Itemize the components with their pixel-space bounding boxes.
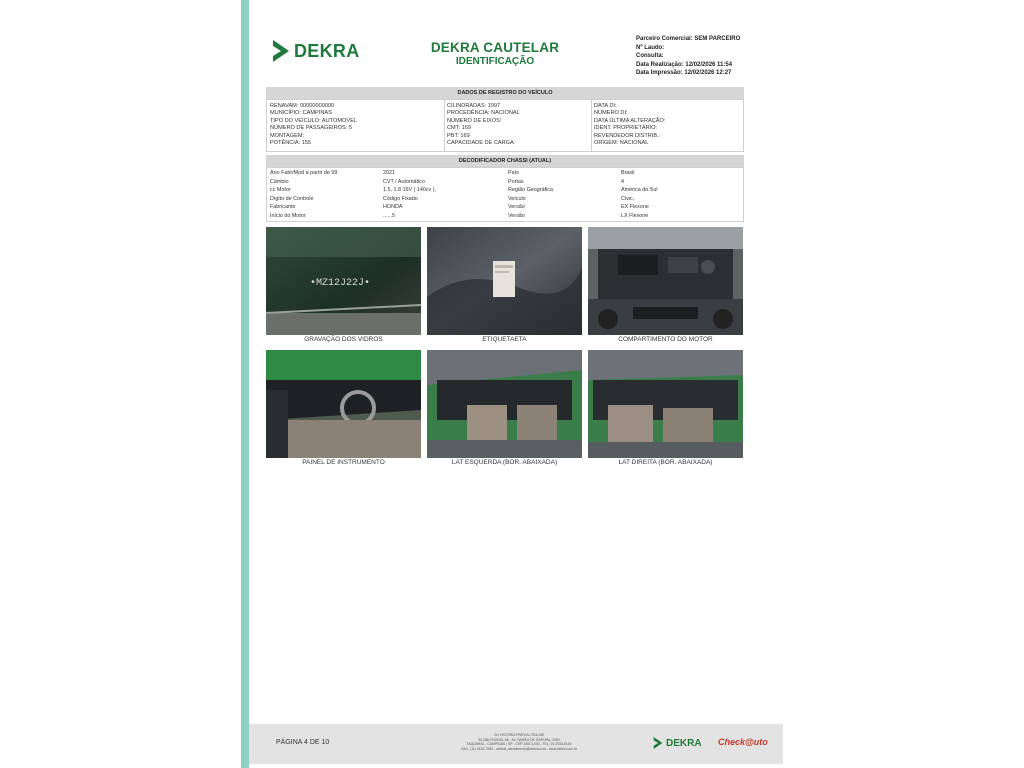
dekra-mark-icon xyxy=(653,737,663,749)
decoder-label: País xyxy=(508,170,519,176)
decoder-label: Veículo xyxy=(508,195,526,202)
photo-caption: PAINEL DE INSTRUMENTO xyxy=(302,459,385,466)
field-numero-di: NÚMERO DI: xyxy=(594,110,628,117)
info-date-printed: Data Impressão: 12/02/2026 12:27 xyxy=(636,70,732,77)
address-line: 90.288.074/0001-98 - AV. BARÃO DE ITAPURA, 3090 xyxy=(478,737,560,742)
registration-column-1 xyxy=(270,103,357,147)
photo-instrument-panel[interactable] xyxy=(266,350,421,458)
decoder-label: Início do Motor xyxy=(270,213,306,219)
decoder-label: Versão xyxy=(508,204,525,211)
decoder-value: ......5 xyxy=(383,213,395,219)
right-side-image xyxy=(588,350,743,458)
decoder-value: Brasil xyxy=(621,170,635,176)
photo-window-engraving[interactable] xyxy=(266,227,421,335)
photo-caption: LAT ESQUERDA (BOR. ABAIXADA) xyxy=(451,459,558,466)
decoder-value: Civic, xyxy=(621,195,635,202)
photo-caption: GRAVAÇÃO DOS VIDROS xyxy=(304,336,383,343)
left-accent-bar xyxy=(241,0,249,768)
document-subtitle: IDENTIFICAÇÃO xyxy=(455,56,535,67)
address-line: SAC: (11) 4418-7083 - central_atendimento@dekra.com - www.dekra.com.br xyxy=(461,746,577,751)
field-cmt: CMT: 169 xyxy=(447,125,471,132)
field-eixos: NÚMERO DE EIXOS: xyxy=(447,117,502,124)
photo-label-sticker[interactable] xyxy=(427,227,582,335)
instrument-panel-image xyxy=(266,350,421,458)
decoder-row xyxy=(267,179,743,188)
decoder-value: América do Sul xyxy=(621,187,658,194)
photo-caption: LAT DIREITA (BOR. ABAIXADA) xyxy=(618,459,713,466)
decoder-label: Fabricante xyxy=(270,204,296,211)
address-line: TAQUARAL - CAMPINAS / SP - CEP 13073-000 - TEL: 19 2533-5100 xyxy=(466,742,572,747)
decoder-label: Câmbio xyxy=(270,178,289,185)
registration-column-3 xyxy=(594,103,665,147)
column-divider xyxy=(444,100,445,151)
checkauto-logo: Check@uto xyxy=(718,737,768,747)
column-divider xyxy=(591,100,592,151)
decoder-label: Região Geográfica xyxy=(508,187,553,194)
field-origem: ORIGEM: NACIONAL xyxy=(594,140,649,147)
label-sticker-image xyxy=(427,227,582,335)
engraving-text: •MZ12J22J• xyxy=(310,278,371,289)
field-ident-proprietario: IDENT. PROPRIETÁRIO: xyxy=(594,125,658,132)
page-footer xyxy=(249,724,783,764)
decoder-label: Dígito de Controle xyxy=(270,195,314,202)
footer-dekra-logo xyxy=(653,737,702,749)
field-potencia: POTÊNCIA: 155 xyxy=(270,140,312,147)
registration-column-2 xyxy=(447,103,520,147)
decoder-label: Versão xyxy=(508,213,525,219)
page-number: PÁGINA 4 DE 10 xyxy=(276,739,330,746)
decoder-value: 1.5, 1.8 16V ( 140cv ), xyxy=(383,187,437,194)
photo-engine-bay[interactable] xyxy=(588,227,743,335)
field-passengers: NÚMERO DE PASSAGEIROS: 5 xyxy=(270,125,352,132)
decoder-row xyxy=(267,196,743,205)
dekra-logo xyxy=(272,40,360,62)
dekra-mark-icon xyxy=(272,40,290,62)
field-procedencia: PROCEDÊNCIA: NACIONAL xyxy=(447,110,520,117)
document-title-block xyxy=(420,40,570,67)
field-pbt: PBT: 169 xyxy=(447,132,470,139)
decoder-value: EX Flexone xyxy=(621,204,649,211)
decoder-value: HONDA xyxy=(383,204,403,211)
decoder-heading: DECODIFICADOR CHASSI (ATUAL) xyxy=(266,155,744,167)
photo-caption: COMPARTIMENTO DO MOTOR xyxy=(618,336,713,343)
document-title: DEKRA CAUTELAR xyxy=(430,40,560,55)
field-cilindradas: CILINDRADAS: 1997 xyxy=(447,103,501,109)
logo-text: DEKRA xyxy=(294,40,360,61)
photo-right-side[interactable] xyxy=(588,350,743,458)
info-report-number: Nº Laudo: xyxy=(636,44,665,51)
decoder-label: Ano Fabr/Mod a partir de 99 xyxy=(270,170,338,176)
decoder-value: CVT / Automático xyxy=(383,178,425,185)
engine-bay-image xyxy=(588,227,743,335)
report-info xyxy=(636,35,740,78)
decoder-table xyxy=(266,167,744,222)
left-side-image xyxy=(427,350,582,458)
decoder-row xyxy=(267,213,743,222)
info-date-performed: Data Realização: 12/02/2026 11:54 xyxy=(636,61,733,68)
field-renavam: RENAVAM: 00000000000 xyxy=(270,103,335,109)
registration-heading: DADOS DE REGISTRO DO VEÍCULO xyxy=(266,87,744,99)
decoder-value: 4 xyxy=(621,178,624,185)
decoder-label: Portas xyxy=(508,178,524,185)
decoder-value: Código Fixado xyxy=(383,195,418,202)
footer-dekra-text: DEKRA xyxy=(666,737,702,749)
info-partner: Parceiro Comercial: SEM PARCEIRO xyxy=(636,36,741,42)
address-line: JVI VISTORIA PREVIA LTDA-ME xyxy=(493,733,545,737)
decoder-row xyxy=(267,187,743,196)
decoder-label: cc Motor xyxy=(270,187,291,194)
decoder-row xyxy=(267,204,743,213)
field-municipio: MUNICÍPIO: CAMPINAS xyxy=(270,110,332,117)
company-address xyxy=(419,733,619,751)
info-query: Consulta: xyxy=(636,53,664,60)
field-data-di: DATA DI: xyxy=(594,103,617,109)
decoder-value: LX Flexone xyxy=(621,213,649,219)
photo-left-side[interactable] xyxy=(427,350,582,458)
decoder-value: 2021 xyxy=(383,170,395,176)
field-montagem: MONTAGEM: xyxy=(270,132,305,139)
field-capacidade: CAPACIDADE DE CARGA: xyxy=(447,140,516,147)
decoder-row xyxy=(267,170,743,179)
field-ultima-alteracao: DATA ÚLTIMA ALTERAÇÃO: xyxy=(594,117,666,124)
field-revendedor: REVENDEDOR DISTRIB.: xyxy=(594,132,661,139)
field-vehicle-type: TIPO DO VEÍCULO: AUTOMOVEL xyxy=(270,117,357,124)
photo-caption: ETIQUETAETA xyxy=(482,336,527,343)
registration-table xyxy=(266,99,744,152)
window-engraving-image xyxy=(266,227,421,335)
